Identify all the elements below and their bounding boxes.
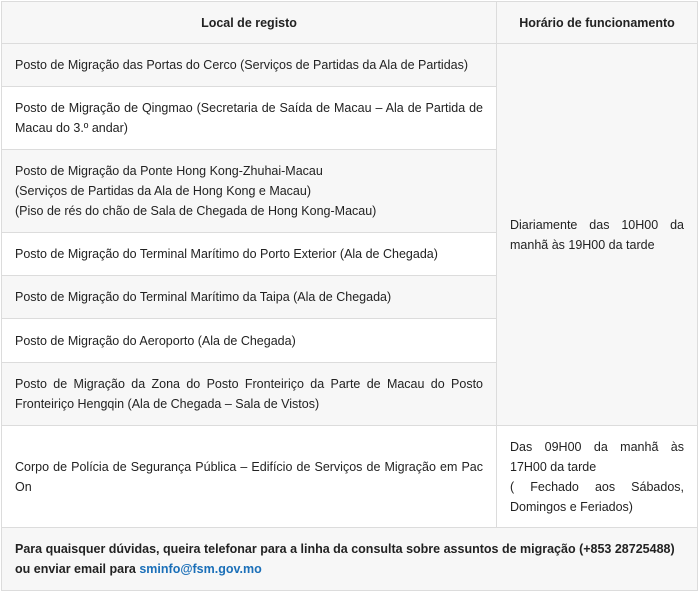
location-cell (2, 276, 497, 319)
header-location: Local de registo (2, 2, 497, 44)
location-cell (2, 87, 497, 150)
email-link[interactable]: sminfo@fsm.gov.mo (139, 562, 262, 576)
location-line: (Serviços de Partidas da Ala de Hong Kong e Macau) (15, 184, 312, 198)
location-line: Posto de Migração de Qingmao (Secretaria de Saída de Macau – Ala de Partida de Macau do 3.º andar) (15, 101, 483, 135)
location-line: Posto de Migração do Terminal Marítimo do Porto Exterior (Ala de Chegada) (15, 247, 438, 261)
header-hours: Horário de funcionamento (497, 2, 698, 44)
location-line: (Piso de rés do chão de Sala de Chegada de Hong Kong-Macau) (15, 204, 377, 218)
location-cell (2, 150, 497, 233)
contact-cell (2, 528, 698, 591)
location-line: Posto de Migração da Ponte Hong Kong-Zhuhai-Macau (15, 164, 323, 178)
location-cell (2, 44, 497, 87)
location-cell (2, 426, 497, 528)
contact-row (2, 528, 698, 591)
contact-text: Para quaisquer dúvidas, queira telefonar para a linha da consulta sobre assuntos de migração (+853 28725488) ou enviar email para (15, 542, 675, 576)
table-row (2, 44, 698, 87)
hours-text: Diariamente das 10H00 da manhã às 19H00 da tarde (510, 217, 684, 252)
registration-locations-table (1, 1, 698, 591)
hours-cell (497, 426, 698, 528)
location-line: Posto de Migração da Zona do Posto Fronteiriço da Parte de Macau do Posto Fronteiriço Hengqin (Ala de Chegada – Sala de Vistos) (15, 377, 483, 411)
location-cell (2, 319, 497, 363)
location-line: Posto de Migração das Portas do Cerco (Serviços de Partidas da Ala de Partidas) (15, 58, 469, 72)
location-cell (2, 363, 497, 426)
hours-note: ( Fechado aos Sábados, Domingos e Feriados) (510, 479, 684, 514)
hours-text: Das 09H00 da manhã às 17H00 da tarde (510, 439, 684, 474)
hours-cell (497, 44, 698, 426)
table-header-row (2, 2, 698, 44)
location-line: Corpo de Polícia de Segurança Pública – Edifício de Serviços de Migração em Pac On (15, 459, 483, 494)
location-line: Posto de Migração do Terminal Marítimo da Taipa (Ala de Chegada) (15, 290, 392, 304)
location-line: Posto de Migração do Aeroporto (Ala de Chegada) (15, 333, 296, 348)
location-cell (2, 233, 497, 276)
table-row (2, 426, 698, 528)
